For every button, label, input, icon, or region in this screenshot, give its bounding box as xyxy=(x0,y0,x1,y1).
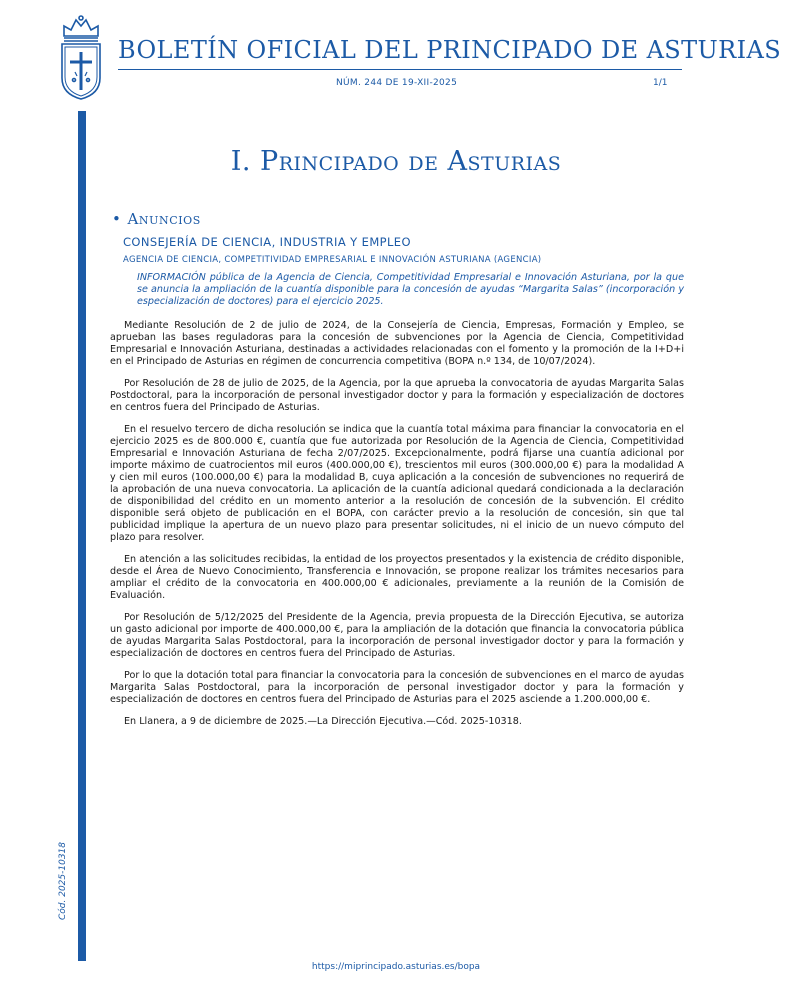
signature-line: En Llanera, a 9 de diciembre de 2025.—La Dirección Ejecutiva.—Cód. 2025-10318. xyxy=(124,716,522,727)
announcement-summary: INFORMACIÓN pública de la Agencia de Ciencia, Competitividad Empresarial e Innovación Asturiana, por la que se anuncia la ampliación de la cuantía disponible para la concesión de ayudas “Margarita Salas” (incorporación y especialización de doctores) para el ejercicio 2025. xyxy=(137,272,684,307)
page-indicator: 1/1 xyxy=(653,78,668,88)
subsection-title: Anuncios xyxy=(127,210,201,228)
announcement-body xyxy=(110,320,684,738)
paragraph: En atención a las solicitudes recibidas, la entidad de los proyectos presentados y la existencia de crédito disponible, desde el Área de Nuevo Conocimiento, Transferencia e Innovación, se propone realizar los trámites necesarios para ampliar el crédito de la convocatoria en 400.000,00 € adicionales, previamente a la reunión de la Comisión de Evaluación. xyxy=(110,554,684,601)
coat-of-arms-icon xyxy=(56,14,106,100)
paragraph: Mediante Resolución de 2 de julio de 2024, de la Consejería de Ciencia, Empresas, Formación y Empleo, se aprueban las bases reguladoras para la concesión de subvenciones por la Agencia de Ciencia, Competitividad Empresarial e Innovación Asturiana, destinadas a actividades relacionadas con el fomento y la promoción de la I+D+i en el Principado de Asturias en régimen de concurrencia competitiva (BOPA n.º 134, de 10/07/2024). xyxy=(110,320,684,367)
issue-number: NÚM. 244 DE 19-XII-2025 xyxy=(336,78,458,88)
paragraph: Por Resolución de 5/12/2025 del Presidente de la Agencia, previa propuesta de la Dirección Ejecutiva, se autoriza un gasto adicional por importe de 400.000,00 €, para la ampliación de la dotación que financia la convocatoria pública de ayudas Margarita Salas Postdoctoral, para la incorporación de personal investigador doctor y para la formación y especialización de doctores en centros fuera del Principado de Asturias. xyxy=(110,612,684,659)
agency-name: AGENCIA DE CIENCIA, COMPETITIVIDAD EMPRESARIAL E INNOVACIÓN ASTURIANA (AGENCIA) xyxy=(123,255,542,265)
side-bar xyxy=(78,111,86,961)
header-divider xyxy=(118,69,682,70)
paragraph: Por Resolución de 28 de julio de 2025, de la Agencia, por la que aprueba la convocatoria de ayudas Margarita Salas Postdoctoral, para la incorporación de personal investigador doctor y para la formación y especialización de doctores en centros fuera del Principado de Asturias. xyxy=(110,378,684,413)
bulletin-title: BOLETÍN OFICIAL DEL PRINCIPADO DE ASTURIAS xyxy=(118,36,782,64)
footer-link[interactable]: https://miprincipado.asturias.es/bopa xyxy=(311,962,481,972)
paragraph: Por lo que la dotación total para financiar la convocatoria para la concesión de subvenciones en el marco de ayudas Margarita Salas Postdoctoral, para la incorporación de personal investigador doctor y para la formación y especialización de doctores en centros fuera del Principado de Asturias para el 2025 asciende a 1.200.000,00 €. xyxy=(110,670,684,705)
department-name: CONSEJERÍA DE CIENCIA, INDUSTRIA Y EMPLEO xyxy=(123,235,411,249)
section-title: I. Principado de Asturias xyxy=(230,146,562,177)
document-code: Cód. 2025-10318 xyxy=(58,841,68,920)
subsection-heading xyxy=(112,210,201,228)
bullet-icon: • xyxy=(112,210,122,228)
paragraph: En el resuelvo tercero de dicha resolución se indica que la cuantía total máxima para financiar la convocatoria en el ejercicio 2025 es de 800.000 €, cuantía que fue autorizada por Resolución de la Agencia de Ciencia, Competitividad Empresarial e Innovación Asturiana de fecha 2/07/2025. Excepcionalmente, podrá fijarse una cuantía adicional por importe máximo de cuatrocientos mil euros (400.000,00 €), trescientos mil euros (300.000,00 €) para la modalidad A y cien mil euros (100.000,00 €) para la modalidad B, cuya aplicación a la concesión de subvenciones no requerirá de la aprobación de una nueva convocatoria. La aplicación de la cuantía adicional quedará condicionada a la declaración de disponibilidad del crédito en un momento anterior a la resolución de concesión de la subvención. El crédito disponible será objeto de publicación en el BOPA, con carácter previo a la resolución de concesión, sin que tal publicidad implique la apertura de un nuevo plazo para presentar solicitudes, ni el inicio de un nuevo cómputo del plazo para resolver. xyxy=(110,424,684,543)
